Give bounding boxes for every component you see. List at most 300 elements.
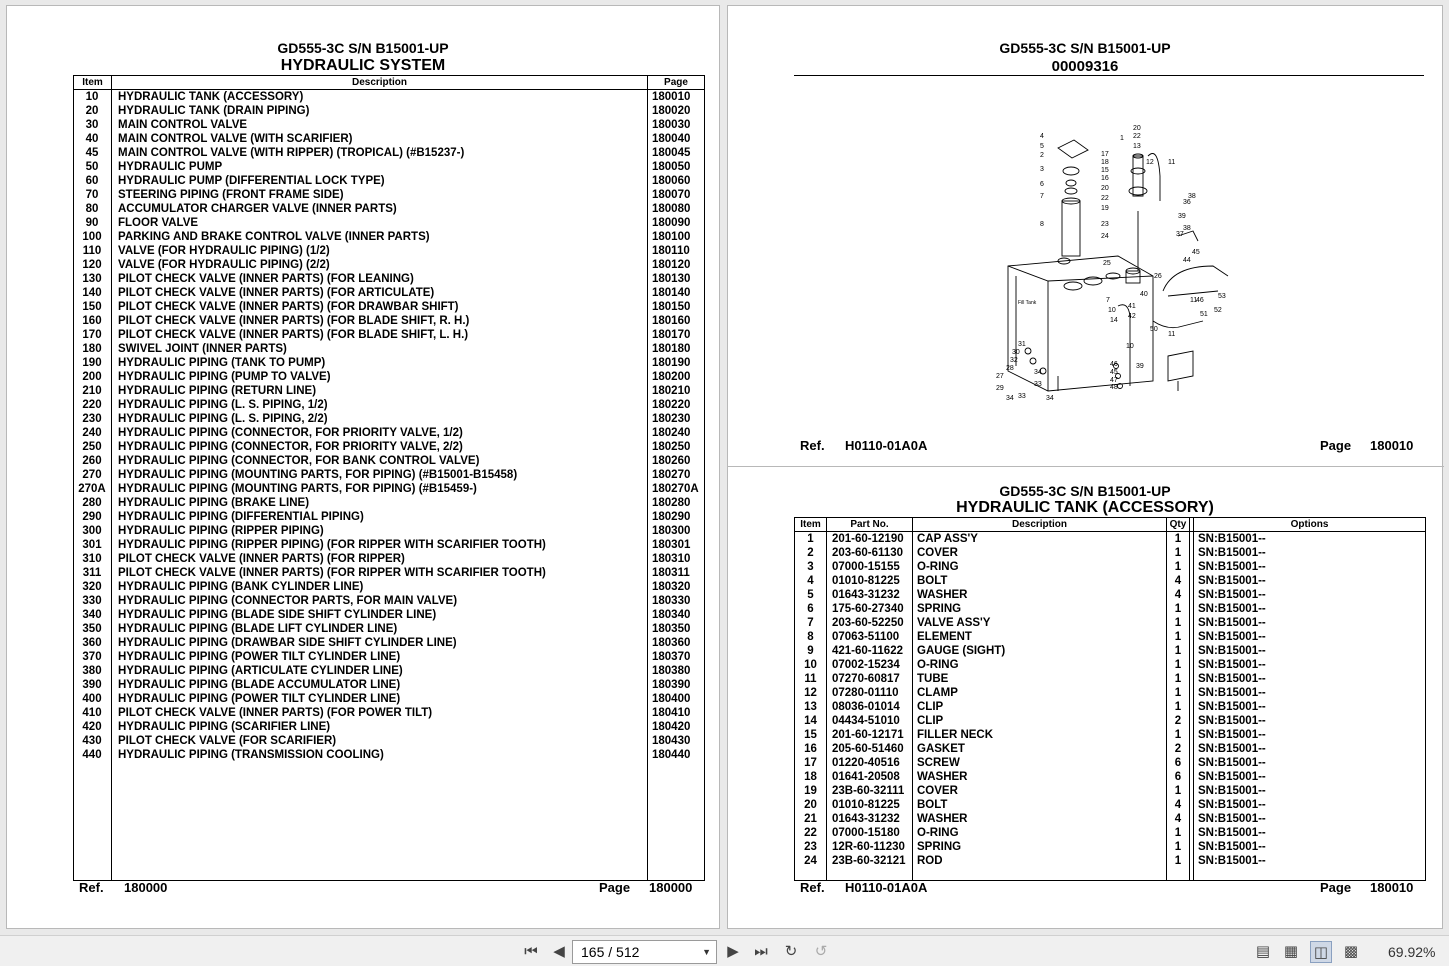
row-description: HYDRAULIC PIPING (CONNECTOR, FOR PRIORITY VALVE, 2/2) (118, 441, 463, 453)
row-page: 180040 (652, 133, 691, 145)
row-description: HYDRAULIC PIPING (POWER TILT CYLINDER LINE) (118, 693, 401, 705)
table-row[interactable] (74, 440, 704, 454)
row-item: 17 (804, 757, 817, 769)
row-options: SN:B15001-- (1198, 589, 1266, 601)
next-page-icon[interactable]: ▶ (727, 943, 739, 960)
row-item: 420 (82, 721, 102, 733)
right-bottom-ref-label: Ref. (800, 880, 825, 895)
row-description: O-RING (917, 561, 959, 573)
row-description: HYDRAULIC PIPING (RETURN LINE) (118, 385, 317, 397)
table-row[interactable] (74, 244, 704, 258)
row-qty: 1 (1174, 785, 1182, 797)
row-description: HYDRAULIC PIPING (BANK CYLINDER LINE) (118, 581, 364, 593)
table-row[interactable] (74, 538, 704, 552)
row-description: HYDRAULIC PIPING (TANK TO PUMP) (118, 357, 326, 369)
continuous-icon[interactable]: ▦ (1283, 943, 1299, 960)
table-row[interactable] (74, 748, 704, 762)
row-page: 180020 (652, 105, 691, 117)
row-item: 100 (82, 231, 102, 243)
row-item: 8 (807, 631, 814, 643)
table-row[interactable] (74, 678, 704, 692)
table-row[interactable] (74, 706, 704, 720)
row-item: 400 (82, 693, 102, 705)
row-item: 70 (85, 189, 99, 201)
chevron-down-icon[interactable]: ▼ (702, 947, 711, 957)
row-part-no: 01220-40516 (832, 757, 900, 769)
row-description: O-RING (917, 827, 959, 839)
row-description: CLIP (917, 701, 944, 713)
row-page: 180140 (652, 287, 691, 299)
row-description: HYDRAULIC TANK (ACCESSORY) (118, 91, 304, 103)
table-row[interactable] (74, 90, 704, 104)
row-description: HYDRAULIC PIPING (DRAWBAR SIDE SHIFT CYLINDER LINE) (118, 637, 457, 649)
row-item: 22 (804, 827, 817, 839)
table-row[interactable] (74, 118, 704, 132)
table-row[interactable] (74, 314, 704, 328)
col-options: Options (1290, 519, 1329, 530)
table-row[interactable] (74, 496, 704, 510)
table-row[interactable] (74, 468, 704, 482)
row-page: 180301 (652, 539, 691, 551)
table-row[interactable] (74, 258, 704, 272)
row-part-no: 07280-01110 (832, 687, 899, 699)
row-page: 180380 (652, 665, 691, 677)
row-options: SN:B15001-- (1198, 631, 1266, 643)
table-row[interactable] (795, 770, 1425, 784)
table-row[interactable] (74, 132, 704, 146)
row-item: 7 (807, 617, 814, 629)
row-description: HYDRAULIC PIPING (BLADE SIDE SHIFT CYLINDER LINE) (118, 609, 437, 621)
table-row[interactable] (74, 384, 704, 398)
row-page: 180100 (652, 231, 691, 243)
table-row[interactable] (74, 356, 704, 370)
single-page-icon[interactable]: ▤ (1255, 943, 1271, 960)
svg-text:53: 53 (1218, 293, 1226, 300)
row-description: HYDRAULIC PIPING (MOUNTING PARTS, FOR PIPING) (#B15459-) (118, 483, 477, 495)
row-item: 120 (82, 259, 102, 271)
svg-text:28: 28 (1006, 365, 1014, 372)
table-row[interactable] (795, 644, 1425, 658)
row-qty: 4 (1174, 589, 1182, 601)
row-description: CAP ASS'Y (917, 533, 978, 545)
table-row[interactable] (74, 342, 704, 356)
table-row[interactable] (795, 574, 1425, 588)
hydraulic-tank-diagram (978, 116, 1278, 406)
row-description: WASHER (917, 771, 968, 783)
row-item: 260 (82, 455, 102, 467)
svg-text:12: 12 (1146, 159, 1154, 166)
svg-text:20: 20 (1133, 125, 1141, 132)
row-description: PARKING AND BRAKE CONTROL VALVE (INNER PARTS) (118, 231, 430, 243)
row-item: 301 (82, 539, 102, 551)
row-item: 340 (82, 609, 102, 621)
row-item: 370 (82, 651, 102, 663)
table-row[interactable] (795, 546, 1425, 560)
table-row[interactable] (74, 734, 704, 748)
svg-text:8: 8 (1040, 221, 1044, 228)
zoom-level[interactable]: 69.92% (1388, 944, 1436, 960)
left-page-title: HYDRAULIC SYSTEM (280, 57, 446, 74)
row-page: 180440 (652, 749, 691, 761)
table-row[interactable] (74, 272, 704, 286)
row-qty: 2 (1174, 715, 1182, 727)
index-table (73, 75, 705, 881)
row-item: 50 (85, 161, 99, 173)
row-description: PILOT CHECK VALVE (INNER PARTS) (FOR BLADE SHIFT, L. H.) (118, 329, 469, 341)
table-row[interactable] (74, 580, 704, 594)
row-description: COVER (917, 785, 958, 797)
row-description: HYDRAULIC PIPING (L. S. PIPING, 2/2) (118, 413, 328, 425)
svg-text:51: 51 (1200, 311, 1208, 318)
table-row[interactable] (74, 608, 704, 622)
row-qty: 1 (1174, 827, 1182, 839)
svg-text:33: 33 (1018, 393, 1026, 400)
svg-text:45: 45 (1110, 369, 1118, 376)
row-description: ROD (917, 855, 943, 867)
svg-text:38: 38 (1188, 193, 1196, 200)
table-row[interactable] (795, 700, 1425, 714)
row-item: 4 (807, 575, 814, 587)
row-options: SN:B15001-- (1198, 701, 1266, 713)
table-row[interactable] (795, 714, 1425, 728)
table-row[interactable] (795, 742, 1425, 756)
table-row[interactable] (795, 812, 1425, 826)
table-row[interactable] (74, 286, 704, 300)
row-qty: 4 (1174, 813, 1182, 825)
svg-text:36: 36 (1183, 199, 1191, 206)
facing-continuous-icon[interactable]: ▩ (1343, 943, 1359, 960)
table-row[interactable] (74, 664, 704, 678)
row-item: 24 (804, 855, 817, 867)
prev-page-icon[interactable]: ◀ (553, 943, 565, 960)
row-qty: 6 (1174, 757, 1182, 769)
row-item: 311 (82, 567, 102, 579)
row-page: 180420 (652, 721, 691, 733)
table-row[interactable] (74, 622, 704, 636)
row-description: HYDRAULIC TANK (DRAIN PIPING) (118, 105, 310, 117)
row-item: 60 (85, 175, 99, 187)
diagram-tank-note: Fill Tank (1018, 300, 1037, 306)
row-description: HYDRAULIC PIPING (TRANSMISSION COOLING) (118, 749, 384, 761)
row-item: 45 (85, 147, 99, 159)
row-description: HYDRAULIC PIPING (SCARIFIER LINE) (118, 721, 331, 733)
page-number-input[interactable] (572, 940, 717, 964)
row-description: SCREW (917, 757, 960, 769)
table-row[interactable] (795, 784, 1425, 798)
row-item: 250 (82, 441, 102, 453)
row-page: 180390 (652, 679, 691, 691)
row-page: 180060 (652, 175, 691, 187)
svg-text:45: 45 (1192, 249, 1200, 256)
row-page: 180130 (652, 273, 691, 285)
table-row[interactable] (795, 798, 1425, 812)
row-item: 23 (804, 841, 817, 853)
row-item: 110 (82, 245, 102, 257)
table-row[interactable] (74, 552, 704, 566)
table-row[interactable] (74, 692, 704, 706)
row-qty: 1 (1174, 729, 1182, 741)
right-code: 00009316 (1051, 58, 1119, 75)
row-item: 200 (82, 371, 102, 383)
table-row[interactable] (74, 174, 704, 188)
row-page: 180260 (652, 455, 691, 467)
row-item: 130 (82, 273, 102, 285)
svg-text:34: 34 (1006, 395, 1014, 402)
rotate-back-icon[interactable]: ↺ (814, 943, 828, 960)
row-description: SPRING (917, 603, 962, 615)
table-row[interactable] (795, 840, 1425, 854)
row-options: SN:B15001-- (1198, 785, 1266, 797)
row-page: 180200 (652, 371, 691, 383)
row-options: SN:B15001-- (1198, 533, 1266, 545)
row-item: 14 (804, 715, 817, 727)
svg-text:22: 22 (1133, 133, 1141, 140)
row-page: 180090 (652, 217, 691, 229)
right-top-ref-value: H0110-01A0A (845, 438, 928, 453)
row-page: 180330 (652, 595, 691, 607)
row-description: PILOT CHECK VALVE (INNER PARTS) (FOR RIPPER WITH SCARIFIER TOOTH) (118, 567, 546, 579)
svg-text:5: 5 (1040, 143, 1044, 150)
table-row[interactable] (74, 202, 704, 216)
table-row[interactable] (74, 104, 704, 118)
table-row[interactable] (74, 300, 704, 314)
left-ref-label: Ref. (79, 880, 104, 895)
table-row[interactable] (74, 216, 704, 230)
row-qty: 1 (1174, 561, 1182, 573)
row-qty: 6 (1174, 771, 1182, 783)
row-qty: 1 (1174, 533, 1182, 545)
row-page: 180180 (652, 343, 691, 355)
row-item: 330 (82, 595, 102, 607)
table-row[interactable] (795, 728, 1425, 742)
row-item: 160 (82, 315, 102, 327)
row-description: CLIP (917, 715, 944, 727)
row-options: SN:B15001-- (1198, 673, 1266, 685)
table-row[interactable] (74, 524, 704, 538)
table-row[interactable] (74, 188, 704, 202)
row-page: 180270A (652, 483, 699, 495)
svg-text:17: 17 (1101, 151, 1109, 158)
row-item: 9 (807, 645, 814, 657)
table-row[interactable] (795, 826, 1425, 840)
right-bottom-page-value: 180010 (1370, 880, 1414, 895)
table-row[interactable] (74, 426, 704, 440)
row-options: SN:B15001-- (1198, 827, 1266, 839)
row-item: 80 (85, 203, 99, 215)
row-page: 180370 (652, 651, 691, 663)
table-row[interactable] (795, 560, 1425, 574)
row-options: SN:B15001-- (1198, 757, 1266, 769)
table-row[interactable] (74, 146, 704, 160)
svg-text:34: 34 (1034, 369, 1042, 376)
row-options: SN:B15001-- (1198, 771, 1266, 783)
row-description: CLAMP (917, 687, 958, 699)
svg-text:50: 50 (1150, 326, 1158, 333)
table-row[interactable] (74, 370, 704, 384)
row-description: HYDRAULIC PUMP (118, 161, 223, 173)
row-description: VALVE (FOR HYDRAULIC PIPING) (1/2) (118, 245, 330, 257)
right-bottom-title: HYDRAULIC TANK (ACCESSORY) (956, 499, 1214, 516)
row-part-no: 07270-60817 (832, 673, 900, 685)
row-description: VALVE (FOR HYDRAULIC PIPING) (2/2) (118, 259, 330, 271)
rotate-icon[interactable]: ↻ (784, 943, 798, 960)
row-part-no: 07002-15234 (832, 659, 900, 671)
left-page-label: Page (599, 880, 631, 895)
svg-text:39: 39 (1178, 213, 1186, 220)
table-row[interactable] (74, 636, 704, 650)
row-item: 390 (82, 679, 102, 691)
table-row[interactable] (795, 672, 1425, 686)
row-description: HYDRAULIC PIPING (RIPPER PIPING) (118, 525, 324, 537)
row-description: HYDRAULIC PIPING (ARTICULATE CYLINDER LINE) (118, 665, 403, 677)
row-part-no: 23B-60-32111 (832, 785, 905, 797)
row-item: 380 (82, 665, 102, 677)
row-options: SN:B15001-- (1198, 813, 1266, 825)
svg-text:25: 25 (1103, 260, 1111, 267)
table-row[interactable] (795, 658, 1425, 672)
left-model-header: GD555-3C S/N B15001-UP (277, 40, 449, 56)
svg-text:48: 48 (1110, 384, 1118, 391)
row-description: HYDRAULIC PIPING (PUMP TO VALVE) (118, 371, 331, 383)
header-rule (794, 75, 1424, 76)
table-row[interactable] (74, 230, 704, 244)
row-page: 180030 (652, 119, 691, 131)
row-item: 180 (82, 343, 102, 355)
table-row[interactable] (74, 454, 704, 468)
svg-text:1: 1 (1120, 135, 1124, 142)
row-part-no: 07063-51100 (832, 631, 900, 643)
row-qty: 1 (1174, 617, 1182, 629)
row-description: HYDRAULIC PIPING (CONNECTOR PARTS, FOR MAIN VALVE) (118, 595, 458, 607)
row-page: 180280 (652, 497, 691, 509)
row-page: 180270 (652, 469, 691, 481)
row-description: BOLT (917, 799, 948, 811)
row-options: SN:B15001-- (1198, 561, 1266, 573)
table-row[interactable] (795, 602, 1425, 616)
table-row[interactable] (74, 650, 704, 664)
row-options: SN:B15001-- (1198, 841, 1266, 853)
svg-text:26: 26 (1154, 273, 1162, 280)
svg-text:2: 2 (1040, 152, 1044, 159)
row-item: 13 (804, 701, 817, 713)
row-page: 180240 (652, 427, 691, 439)
table-row[interactable] (74, 510, 704, 524)
table-row[interactable] (74, 398, 704, 412)
row-item: 320 (82, 581, 102, 593)
col-qty: Qty (1169, 519, 1187, 530)
right-model-header: GD555-3C S/N B15001-UP (999, 40, 1171, 56)
table-row[interactable] (795, 588, 1425, 602)
svg-text:20: 20 (1101, 185, 1109, 192)
table-row[interactable] (74, 482, 704, 496)
row-options: SN:B15001-- (1198, 645, 1266, 657)
row-item: 150 (82, 301, 102, 313)
table-row[interactable] (74, 566, 704, 580)
row-part-no: 175-60-27340 (832, 603, 904, 615)
col-part-no: Part No. (850, 519, 889, 530)
table-row[interactable] (74, 412, 704, 426)
table-row[interactable] (795, 854, 1425, 868)
row-page: 180430 (652, 735, 691, 747)
svg-text:6: 6 (1040, 181, 1044, 188)
left-ref-value: 180000 (124, 880, 168, 895)
row-item: 240 (82, 427, 102, 439)
table-row[interactable] (795, 630, 1425, 644)
row-page: 180170 (652, 329, 691, 341)
row-description: MAIN CONTROL VALVE (118, 119, 248, 131)
svg-text:16: 16 (1101, 175, 1109, 182)
svg-text:3: 3 (1040, 166, 1044, 173)
last-page-icon[interactable]: ⏭ (754, 943, 768, 960)
table-row[interactable] (795, 756, 1425, 770)
svg-text:11: 11 (1190, 297, 1198, 304)
table-row[interactable] (74, 160, 704, 174)
svg-text:41: 41 (1128, 303, 1136, 310)
row-item: 5 (807, 589, 814, 601)
row-item: 10 (804, 659, 817, 671)
table-row[interactable] (795, 616, 1425, 630)
row-item: 220 (82, 399, 102, 411)
row-description: PILOT CHECK VALVE (INNER PARTS) (FOR ARTICULATE) (118, 287, 435, 299)
row-options: SN:B15001-- (1198, 575, 1266, 587)
row-page: 180400 (652, 693, 691, 705)
row-item: 440 (82, 749, 102, 761)
table-row[interactable] (74, 328, 704, 342)
row-page: 180210 (652, 385, 691, 397)
svg-text:40: 40 (1140, 291, 1148, 298)
facing-icon[interactable]: ◫ (1310, 941, 1332, 963)
row-item: 40 (85, 133, 99, 145)
table-row[interactable] (795, 686, 1425, 700)
row-item: 12 (804, 687, 817, 699)
table-row[interactable] (74, 720, 704, 734)
row-qty: 4 (1174, 575, 1182, 587)
row-page: 180190 (652, 357, 691, 369)
row-item: 11 (804, 673, 817, 685)
row-options: SN:B15001-- (1198, 603, 1266, 615)
row-description: HYDRAULIC PIPING (MOUNTING PARTS, FOR PIPING) (#B15001-B15458) (118, 469, 518, 481)
svg-text:10: 10 (1108, 307, 1116, 314)
row-options: SN:B15001-- (1198, 729, 1266, 741)
svg-text:37: 37 (1176, 231, 1184, 238)
svg-text:15: 15 (1101, 167, 1109, 174)
row-part-no: 201-60-12190 (832, 533, 904, 545)
right-top-page-value: 180010 (1370, 438, 1414, 453)
row-qty: 1 (1174, 687, 1182, 699)
table-row[interactable] (74, 594, 704, 608)
first-page-icon[interactable]: ⏮ (524, 943, 538, 960)
table-row[interactable] (795, 532, 1425, 546)
row-page: 180010 (652, 91, 691, 103)
row-page: 180360 (652, 637, 691, 649)
row-page: 180120 (652, 259, 691, 271)
row-description: HYDRAULIC PIPING (CONNECTOR, FOR BANK CONTROL VALVE) (118, 455, 480, 467)
row-item: 270 (82, 469, 102, 481)
row-page: 180290 (652, 511, 691, 523)
row-part-no: 01643-31232 (832, 589, 900, 601)
row-item: 310 (82, 553, 102, 565)
left-page (6, 5, 720, 929)
row-part-no: 07000-15180 (832, 827, 900, 839)
row-page: 180320 (652, 581, 691, 593)
row-description: HYDRAULIC PUMP (DIFFERENTIAL LOCK TYPE) (118, 175, 385, 187)
row-description: PILOT CHECK VALVE (INNER PARTS) (FOR DRAWBAR SHIFT) (118, 301, 459, 313)
row-item: 280 (82, 497, 102, 509)
row-part-no: 201-60-12171 (832, 729, 904, 741)
row-item: 10 (85, 91, 99, 103)
row-description: SPRING (917, 841, 962, 853)
row-item: 430 (82, 735, 102, 747)
